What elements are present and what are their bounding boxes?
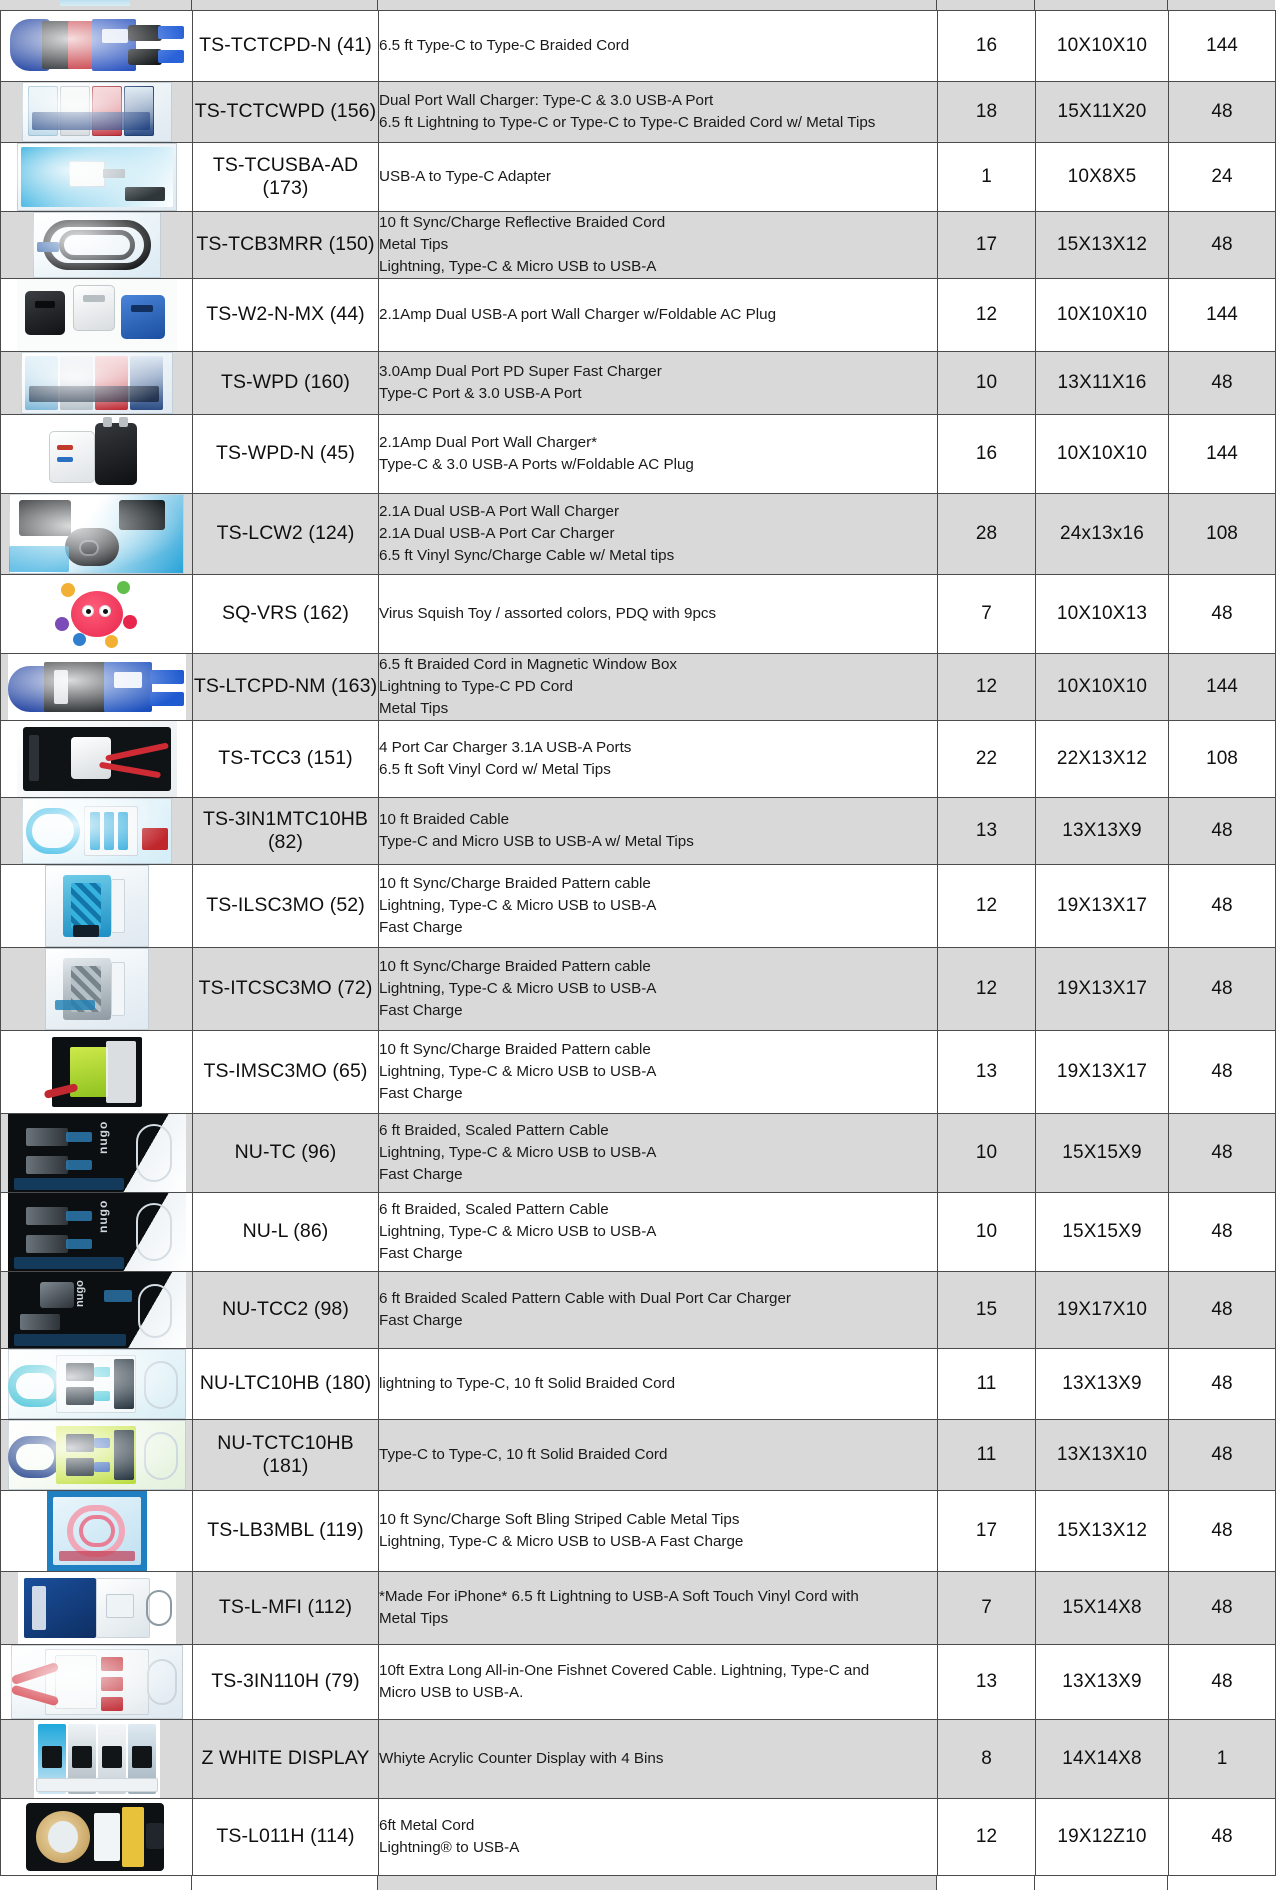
case-dimensions-cell: 19X13X17 (1036, 948, 1169, 1031)
master-pack-cell: 48 (1169, 1349, 1276, 1420)
product-image-cell (1, 575, 193, 654)
description-line: Virus Squish Toy / assorted colors, PDQ with 9pcs (379, 605, 717, 623)
description-line: 6.5 ft Soft Vinyl Cord w/ Metal Tips (379, 761, 611, 779)
case-dimensions-cell: 10X10X10 (1036, 415, 1169, 494)
weight-cell: 13 (938, 1645, 1036, 1720)
master-pack-cell: 48 (1169, 82, 1276, 143)
item-number-cell: TS-IMSC3MO (65) (193, 1031, 379, 1114)
description-line: 6 ft Braided, Scaled Pattern Cable (379, 1122, 609, 1140)
description-cell (379, 1420, 938, 1491)
description-line: 10 ft Sync/Charge Soft Bling Striped Cable Metal Tips (379, 1511, 740, 1529)
weight-cell: 1 (938, 143, 1036, 212)
weight-cell: 10 (938, 352, 1036, 415)
description-line: Whiyte Acrylic Counter Display with 4 Bins (379, 1750, 664, 1768)
master-pack-cell: 48 (1169, 1799, 1276, 1876)
description-cell (379, 1031, 938, 1114)
description-line: *Made For iPhone* 6.5 ft Lightning to USB-A Soft Touch Vinyl Cord with (379, 1588, 859, 1606)
description-cell (379, 1572, 938, 1645)
description-cell (379, 494, 938, 575)
product-thumbnail: nugo (8, 1272, 186, 1348)
master-pack-cell: 48 (1169, 1645, 1276, 1720)
product-image-cell (1, 11, 193, 82)
description-line: Lightning, Type-C & Micro USB to USB-A (379, 1063, 657, 1081)
description-line: Micro USB to USB-A. (379, 1684, 524, 1702)
master-pack-cell: 48 (1169, 1193, 1276, 1272)
description-cell (379, 948, 938, 1031)
catalog-table-body (1, 11, 1276, 1876)
description-cell (379, 1193, 938, 1272)
case-dimensions-cell: 15X15X9 (1036, 1193, 1169, 1272)
product-thumbnail: nugo (8, 1193, 186, 1271)
product-image-cell (1, 279, 193, 352)
weight-cell: 7 (938, 1572, 1036, 1645)
master-pack-cell: 48 (1169, 1572, 1276, 1645)
description-cell (379, 575, 938, 654)
description-line: Type-C Port & 3.0 USB-A Port (379, 385, 582, 403)
master-pack-cell: 144 (1169, 279, 1276, 352)
weight-cell: 11 (938, 1420, 1036, 1491)
table-row (1, 415, 1276, 494)
product-thumbnail (18, 1572, 176, 1644)
description-line: Fast Charge (379, 1245, 463, 1263)
product-thumbnail (37, 415, 157, 493)
master-pack-cell: 144 (1169, 11, 1276, 82)
description-line: 10 ft Braided Cable (379, 811, 510, 829)
table-row (1, 654, 1276, 721)
table-row (1, 1031, 1276, 1114)
product-image-cell (1, 415, 193, 494)
description-line: USB-A to Type-C Adapter (379, 167, 551, 185)
item-number-cell: TS-L-MFI (112) (193, 1572, 379, 1645)
case-dimensions-cell: 10X10X10 (1036, 11, 1169, 82)
product-image-cell (1, 82, 193, 143)
case-dimensions-cell: 13X13X9 (1036, 1349, 1169, 1420)
product-image-cell (1, 1799, 193, 1876)
product-thumbnail (45, 948, 149, 1030)
item-number-cell: NU-L (86) (193, 1193, 379, 1272)
item-number-cell: TS-3IN110H (79) (193, 1645, 379, 1720)
description-line: 6.5 ft Type-C to Type-C Braided Cord (379, 36, 630, 54)
weight-cell: 12 (938, 654, 1036, 721)
description-line: Metal Tips (379, 700, 449, 718)
master-pack-cell: 48 (1169, 948, 1276, 1031)
description-cell (379, 721, 938, 798)
weight-cell: 15 (938, 1272, 1036, 1349)
description-line: 2.1A Dual USB-A Port Wall Charger (379, 503, 620, 521)
description-line: Type-C & 3.0 USB-A Ports w/Foldable AC Plug (379, 456, 694, 474)
table-row (1, 1114, 1276, 1193)
product-thumbnail (8, 1420, 186, 1490)
case-dimensions-cell: 15X13X12 (1036, 1491, 1169, 1572)
item-number-cell: TS-TCTCPD-N (41) (193, 11, 379, 82)
case-dimensions-cell: 15X15X9 (1036, 1114, 1169, 1193)
product-thumbnail (8, 1349, 186, 1419)
master-pack-cell: 144 (1169, 415, 1276, 494)
description-line: Lightning, Type-C & Micro USB to USB-A (379, 897, 657, 915)
partial-row-bottom (0, 1876, 1275, 1890)
description-line: Fast Charge (379, 1002, 463, 1020)
table-row (1, 11, 1276, 82)
description-cell (379, 1645, 938, 1720)
description-cell (379, 1720, 938, 1799)
description-cell (379, 1799, 938, 1876)
description-line: Type-C to Type-C, 10 ft Solid Braided Cord (379, 1446, 668, 1464)
master-pack-cell: 48 (1169, 575, 1276, 654)
product-thumbnail (22, 82, 172, 142)
table-row (1, 798, 1276, 865)
product-image-cell (1, 1114, 193, 1193)
description-cell (379, 279, 938, 352)
description-line: Lightning, Type-C & Micro USB to USB-A Fast Charge (379, 1533, 744, 1551)
product-thumbnail (22, 1799, 172, 1875)
weight-cell: 17 (938, 212, 1036, 279)
case-dimensions-cell: 22X13X12 (1036, 721, 1169, 798)
description-line: Fast Charge (379, 1166, 463, 1184)
master-pack-cell: 24 (1169, 143, 1276, 212)
weight-cell: 12 (938, 948, 1036, 1031)
table-row (1, 82, 1276, 143)
table-row (1, 948, 1276, 1031)
master-pack-cell: 48 (1169, 1420, 1276, 1491)
description-line: Lightning® to USB-A (379, 1839, 520, 1857)
product-thumbnail (8, 654, 186, 720)
case-dimensions-cell: 24x13x16 (1036, 494, 1169, 575)
table-row (1, 1491, 1276, 1572)
product-thumbnail (9, 494, 184, 574)
description-cell (379, 352, 938, 415)
table-row (1, 1349, 1276, 1420)
table-row (1, 212, 1276, 279)
case-dimensions-cell: 13X11X16 (1036, 352, 1169, 415)
table-row (1, 1272, 1276, 1349)
case-dimensions-cell: 15X14X8 (1036, 1572, 1169, 1645)
product-image-cell (1, 1193, 193, 1272)
description-line: 2.1A Dual USB-A Port Car Charger (379, 525, 615, 543)
product-thumbnail (8, 11, 186, 81)
table-row (1, 865, 1276, 948)
master-pack-cell: 48 (1169, 352, 1276, 415)
product-thumbnail: nugo (8, 1114, 186, 1192)
weight-cell: 13 (938, 1031, 1036, 1114)
partial-row-top (0, 0, 1275, 10)
description-line: Lightning, Type-C & Micro USB to USB-A (379, 980, 657, 998)
item-number-cell: TS-TCC3 (151) (193, 721, 379, 798)
description-line: Fast Charge (379, 919, 463, 937)
description-line: Lightning, Type-C & Micro USB to USB-A (379, 258, 657, 276)
case-dimensions-cell: 10X10X10 (1036, 279, 1169, 352)
product-image-cell (1, 352, 193, 415)
product-image-cell (1, 212, 193, 279)
description-line: 6.5 ft Lightning to Type-C or Type-C to Type-C Braided Cord w/ Metal Tips (379, 114, 876, 131)
item-number-cell: TS-LB3MBL (119) (193, 1491, 379, 1572)
item-number-cell: TS-LCW2 (124) (193, 494, 379, 575)
product-thumbnail (11, 1645, 183, 1719)
product-thumbnail (49, 575, 145, 653)
item-number-cell: NU-TCC2 (98) (193, 1272, 379, 1349)
description-line: 10ft Extra Long All-in-One Fishnet Covered Cable. Lightning, Type-C and (379, 1662, 870, 1680)
case-dimensions-cell: 10X10X13 (1036, 575, 1169, 654)
case-dimensions-cell: 15X13X12 (1036, 212, 1169, 279)
table-row (1, 1420, 1276, 1491)
weight-cell: 12 (938, 865, 1036, 948)
product-image-cell (1, 721, 193, 798)
table-row (1, 143, 1276, 212)
item-number-cell: Z WHITE DISPLAY (193, 1720, 379, 1799)
description-line: 6.5 ft Vinyl Sync/Charge Cable w/ Metal tips (379, 547, 675, 565)
description-line: Type-C and Micro USB to USB-A w/ Metal Tips (379, 833, 694, 851)
item-number-cell: TS-ITCSC3MO (72) (193, 948, 379, 1031)
description-cell (379, 11, 938, 82)
weight-cell: 17 (938, 1491, 1036, 1572)
description-cell (379, 143, 938, 212)
product-image-cell (1, 1349, 193, 1420)
item-number-cell: TS-LTCPD-NM (163) (193, 654, 379, 721)
case-dimensions-cell: 10X8X5 (1036, 143, 1169, 212)
item-number-cell: TS-3IN1MTC10HB (82) (193, 798, 379, 865)
item-number-cell: TS-W2-N-MX (44) (193, 279, 379, 352)
product-thumbnail (17, 721, 177, 797)
product-image-cell (1, 948, 193, 1031)
description-line: 6 ft Braided, Scaled Pattern Cable (379, 1201, 609, 1219)
master-pack-cell: 144 (1169, 654, 1276, 721)
weight-cell: 22 (938, 721, 1036, 798)
description-line: 6 ft Braided Scaled Pattern Cable with Dual Port Car Charger (379, 1290, 791, 1308)
product-image-cell (1, 1420, 193, 1491)
description-line: 10 ft Sync/Charge Braided Pattern cable (379, 1041, 651, 1059)
case-dimensions-cell: 14X14X8 (1036, 1720, 1169, 1799)
table-row (1, 279, 1276, 352)
master-pack-cell: 48 (1169, 1114, 1276, 1193)
case-dimensions-cell: 15X11X20 (1036, 82, 1169, 143)
weight-cell: 18 (938, 82, 1036, 143)
description-line: 6ft Metal Cord (379, 1817, 475, 1835)
item-number-cell: TS-TCB3MRR (150) (193, 212, 379, 279)
description-cell (379, 82, 938, 143)
product-thumbnail (33, 212, 161, 278)
description-line: Metal Tips (379, 236, 449, 254)
case-dimensions-cell: 19X13X17 (1036, 1031, 1169, 1114)
master-pack-cell: 48 (1169, 212, 1276, 279)
product-image-cell (1, 798, 193, 865)
weight-cell: 12 (938, 279, 1036, 352)
product-image-cell (1, 1645, 193, 1720)
weight-cell: 28 (938, 494, 1036, 575)
product-image-cell (1, 865, 193, 948)
description-cell (379, 865, 938, 948)
product-thumbnail (17, 279, 177, 351)
case-dimensions-cell: 13X13X9 (1036, 1645, 1169, 1720)
case-dimensions-cell: 19X17X10 (1036, 1272, 1169, 1349)
table-row (1, 1193, 1276, 1272)
product-image-cell (1, 143, 193, 212)
description-line: Fast Charge (379, 1085, 463, 1103)
description-line: Metal Tips (379, 1610, 449, 1628)
master-pack-cell: 108 (1169, 494, 1276, 575)
description-line: Lightning to Type-C PD Cord (379, 678, 573, 696)
weight-cell: 12 (938, 1799, 1036, 1876)
item-number-cell: TS-ILSC3MO (52) (193, 865, 379, 948)
item-number-cell: NU-TCTC10HB (181) (193, 1420, 379, 1491)
master-pack-cell: 48 (1169, 865, 1276, 948)
product-thumbnail (45, 865, 149, 947)
product-image-cell (1, 1720, 193, 1799)
table-row (1, 494, 1276, 575)
product-image-cell (1, 494, 193, 575)
master-pack-cell: 108 (1169, 721, 1276, 798)
weight-cell: 7 (938, 575, 1036, 654)
table-row (1, 1572, 1276, 1645)
master-pack-cell: 48 (1169, 1031, 1276, 1114)
description-line: 10 ft Sync/Charge Braided Pattern cable (379, 875, 651, 893)
description-line: Dual Port Wall Charger: Type-C & 3.0 USB-A Port (379, 91, 714, 109)
product-image-cell (1, 1491, 193, 1572)
description-cell (379, 798, 938, 865)
description-cell (379, 1491, 938, 1572)
product-thumbnail (22, 798, 172, 864)
table-row (1, 1799, 1276, 1876)
description-line: Lightning, Type-C & Micro USB to USB-A (379, 1223, 657, 1241)
case-dimensions-cell: 19X12Z10 (1036, 1799, 1169, 1876)
case-dimensions-cell: 13X13X10 (1036, 1420, 1169, 1491)
product-image-cell (1, 1272, 193, 1349)
master-pack-cell: 48 (1169, 1491, 1276, 1572)
product-catalog-table (0, 10, 1276, 1876)
master-pack-cell: 48 (1169, 798, 1276, 865)
description-cell (379, 654, 938, 721)
product-thumbnail (47, 1491, 147, 1571)
item-number-cell: TS-TCTCWPD (156) (193, 82, 379, 143)
description-cell (379, 1114, 938, 1193)
item-number-cell: TS-WPD (160) (193, 352, 379, 415)
weight-cell: 8 (938, 1720, 1036, 1799)
product-thumbnail (17, 143, 177, 211)
description-line: 2.1Amp Dual Port Wall Charger* (379, 434, 598, 452)
table-row (1, 721, 1276, 798)
case-dimensions-cell: 10X10X10 (1036, 654, 1169, 721)
table-row (1, 352, 1276, 415)
case-dimensions-cell: 19X13X17 (1036, 865, 1169, 948)
description-line: lightning to Type-C, 10 ft Solid Braided Cord (379, 1375, 676, 1393)
product-image-cell (1, 1031, 193, 1114)
product-thumbnail (44, 1031, 150, 1113)
product-image-cell (1, 654, 193, 721)
item-number-cell: TS-L011H (114) (193, 1799, 379, 1876)
product-image-cell (1, 1572, 193, 1645)
item-number-cell: NU-LTC10HB (180) (193, 1349, 379, 1420)
item-number-cell: TS-TCUSBA-AD (173) (193, 143, 379, 212)
description-cell (379, 212, 938, 279)
table-row (1, 575, 1276, 654)
item-number-cell: SQ-VRS (162) (193, 575, 379, 654)
description-line: 2.1Amp Dual USB-A port Wall Charger w/Foldable AC Plug (379, 306, 777, 324)
description-cell (379, 415, 938, 494)
description-cell (379, 1349, 938, 1420)
weight-cell: 16 (938, 415, 1036, 494)
description-line: 10 ft Sync/Charge Reflective Braided Cord (379, 214, 666, 231)
item-number-cell: TS-WPD-N (45) (193, 415, 379, 494)
item-number-cell: NU-TC (96) (193, 1114, 379, 1193)
master-pack-cell: 1 (1169, 1720, 1276, 1799)
table-row (1, 1720, 1276, 1799)
description-line: 4 Port Car Charger 3.1A USB-A Ports (379, 739, 632, 757)
description-line: 3.0Amp Dual Port PD Super Fast Charger (379, 363, 662, 381)
weight-cell: 11 (938, 1349, 1036, 1420)
description-cell (379, 1272, 938, 1349)
description-line: 6.5 ft Braided Cord in Magnetic Window Box (379, 656, 677, 674)
description-line: Lightning, Type-C & Micro USB to USB-A (379, 1144, 657, 1162)
product-thumbnail (34, 1720, 160, 1798)
description-line: 10 ft Sync/Charge Braided Pattern cable (379, 958, 651, 976)
weight-cell: 13 (938, 798, 1036, 865)
case-dimensions-cell: 13X13X9 (1036, 798, 1169, 865)
weight-cell: 16 (938, 11, 1036, 82)
master-pack-cell: 48 (1169, 1272, 1276, 1349)
product-thumbnail (21, 352, 173, 414)
weight-cell: 10 (938, 1193, 1036, 1272)
table-row (1, 1645, 1276, 1720)
description-line: Fast Charge (379, 1312, 463, 1330)
weight-cell: 10 (938, 1114, 1036, 1193)
